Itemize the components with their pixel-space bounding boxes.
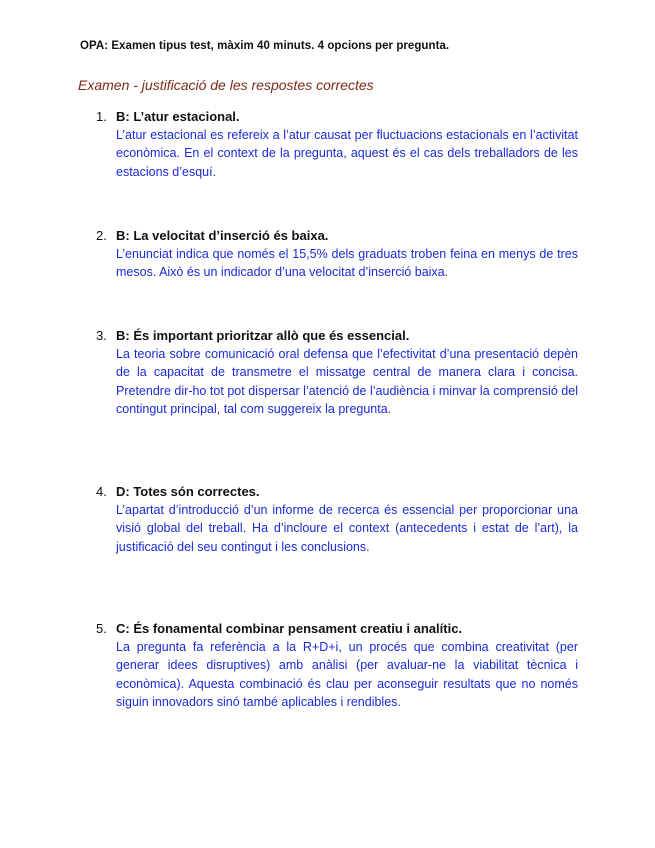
question-number: 5. xyxy=(96,621,107,636)
answer-explanation: La pregunta fa referència a la R+D+i, un procés que combina creativitat (per generar idees disruptives) amb anàlisi (per avaluar-ne la viabilitat tècnica i econòmica). Aquesta combinació és clau per aconseguir resultats que no només siguin innovadors sinó també aplicables i rendibles. xyxy=(116,640,578,710)
question-item-5 xyxy=(96,620,578,712)
answer-explanation: La teoria sobre comunicació oral defensa que l’efectivitat d’una presentació depèn de la capacitat de transmetre el missatge central de manera clara i concisa. Pretendre dir-ho tot pot dispersar l’atenció de l’audiència i minvar la comprensió del contingut principal, tal com suggereix la pregunta. xyxy=(116,347,578,417)
answer-label: B: La velocitat d’inserció és baixa. xyxy=(116,228,329,243)
question-item-2 xyxy=(96,227,578,282)
exam-header: OPA: Examen tipus test, màxim 40 minuts. 4 opcions per pregunta. xyxy=(80,40,450,52)
answer-label: B: L’atur estacional. xyxy=(116,109,240,124)
question-answer-heading xyxy=(96,620,578,638)
question-item-1 xyxy=(96,108,578,181)
document-subtitle: Examen - justificació de les respostes correctes xyxy=(78,77,374,93)
question-answer-heading xyxy=(96,327,578,345)
question-item-3 xyxy=(96,327,578,419)
answer-explanation: L’atur estacional es refereix a l’atur causat per fluctuacions estacionals en l’activitat econòmica. En el context de la pregunta, aquest és el cas dels treballadors de les estacions d’esquí. xyxy=(116,128,578,179)
question-answer-heading xyxy=(96,108,578,126)
answer-label: D: Totes són correctes. xyxy=(116,484,260,499)
question-item-4 xyxy=(96,483,578,556)
question-answer-heading xyxy=(96,227,578,245)
answer-explanation: L’apartat d’introducció d’un informe de recerca és essencial per proporcionar una visió global del treball. Ha d’incloure el context (antecedents i estat de l’art), la justificació del seu contingut i les conclusions. xyxy=(116,503,578,554)
answer-explanation: L’enunciat indica que només el 15,5% dels graduats troben feina en menys de tres mesos. Això és un indicador d’una velocitat d’inserció baixa. xyxy=(116,247,578,280)
question-number: 1. xyxy=(96,109,107,124)
answer-label: B: És important prioritzar allò que és essencial. xyxy=(116,328,410,343)
question-number: 4. xyxy=(96,484,107,499)
question-number: 2. xyxy=(96,228,107,243)
question-number: 3. xyxy=(96,328,107,343)
question-answer-heading xyxy=(96,483,578,501)
answer-label: C: És fonamental combinar pensament creatiu i analític. xyxy=(116,621,463,636)
